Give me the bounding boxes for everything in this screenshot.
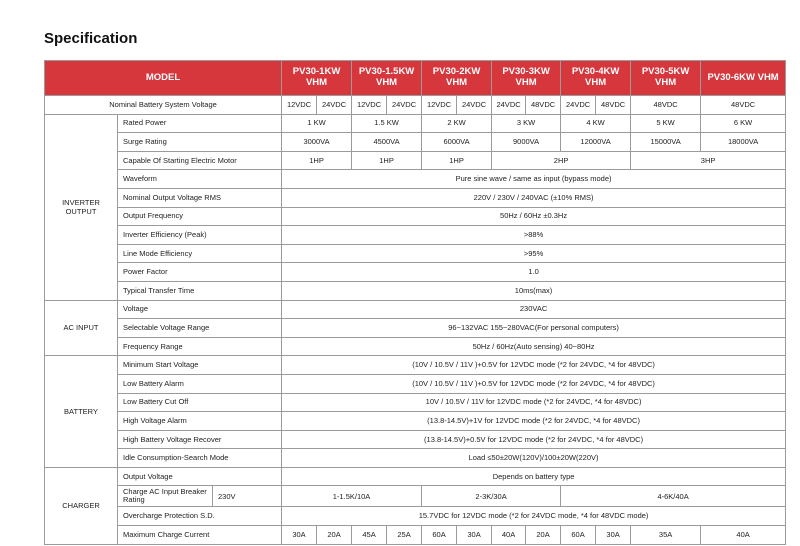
table-cell: 12000VA bbox=[561, 133, 631, 152]
row-label: Idle Consumption-Search Mode bbox=[118, 449, 282, 468]
table-row bbox=[45, 281, 786, 300]
model-header-cell: PV30-2KW VHM bbox=[422, 61, 492, 96]
table-row bbox=[45, 263, 786, 282]
table-cell: 1HP bbox=[282, 151, 352, 170]
table-cell: 230VAC bbox=[282, 300, 786, 319]
table-cell: 3HP bbox=[631, 151, 786, 170]
row-label: Minimum Start Voltage bbox=[118, 356, 282, 375]
table-cell: 60A bbox=[422, 526, 457, 545]
table-cell: 24VDC bbox=[387, 96, 422, 115]
table-cell: 9000VA bbox=[492, 133, 561, 152]
table-cell: 30A bbox=[596, 526, 631, 545]
table-row bbox=[45, 337, 786, 356]
table-cell: (10V / 10.5V / 11V )+0.5V for 12VDC mode (*2 for 24VDC, *4 for 48VDC) bbox=[282, 356, 786, 375]
table-row bbox=[45, 133, 786, 152]
row-label: Nominal Battery System Voltage bbox=[45, 96, 282, 115]
model-header-cell: PV30-3KW VHM bbox=[492, 61, 561, 96]
table-cell: 12VDC bbox=[352, 96, 387, 115]
model-header-cell: PV30-5KW VHM bbox=[631, 61, 701, 96]
table-cell: 10V / 10.5V / 11V for 12VDC mode (*2 for 24VDC, *4 for 48VDC) bbox=[282, 393, 786, 412]
table-cell: (10V / 10.5V / 11V )+0.5V for 12VDC mode (*2 for 24VDC, *4 for 48VDC) bbox=[282, 374, 786, 393]
table-row bbox=[45, 96, 786, 115]
table-row bbox=[45, 300, 786, 319]
table-cell: >95% bbox=[282, 244, 786, 263]
table-cell: 12VDC bbox=[282, 96, 317, 115]
table-cell: Load ≤50±20W(120V)/100±20W(220V) bbox=[282, 449, 786, 468]
table-cell: 35A bbox=[631, 526, 701, 545]
row-label: Output Voltage bbox=[118, 467, 282, 486]
table-cell: 6000VA bbox=[422, 133, 492, 152]
table-cell: 1.0 bbox=[282, 263, 786, 282]
table-row bbox=[45, 356, 786, 375]
table-cell: (13.8-14.5V)+1V for 12VDC mode (*2 for 24VDC, *4 for 48VDC) bbox=[282, 412, 786, 431]
table-cell: 50Hz / 60Hz(Auto sensing) 40~80Hz bbox=[282, 337, 786, 356]
row-label: Nominal Output Voltage RMS bbox=[118, 188, 282, 207]
table-row bbox=[45, 393, 786, 412]
row-label: High Voltage Alarm bbox=[118, 412, 282, 431]
table-row bbox=[45, 207, 786, 226]
table-cell: 4 KW bbox=[561, 114, 631, 133]
table-cell: 4500VA bbox=[352, 133, 422, 152]
row-label: Overcharge Protection S.D. bbox=[118, 507, 282, 526]
table-cell: >88% bbox=[282, 226, 786, 245]
row-label bbox=[118, 486, 213, 507]
table-cell: 2-3K/30A bbox=[422, 486, 561, 507]
table-cell: 60A bbox=[561, 526, 596, 545]
row-label: Surge Rating bbox=[118, 133, 282, 152]
table-row bbox=[45, 449, 786, 468]
row-label: Capable Of Starting Electric Motor bbox=[118, 151, 282, 170]
table-cell: 3000VA bbox=[282, 133, 352, 152]
table-row bbox=[45, 170, 786, 189]
table-row bbox=[45, 467, 786, 486]
table-cell: 5 KW bbox=[631, 114, 701, 133]
page-title: Specification bbox=[44, 30, 138, 47]
row-label: High Battery Voltage Recover bbox=[118, 430, 282, 449]
row-label: Frequency Range bbox=[118, 337, 282, 356]
table-cell: 96~132VAC 155~280VAC(For personal computers) bbox=[282, 319, 786, 338]
row-label: Power Factor bbox=[118, 263, 282, 282]
table-row bbox=[45, 151, 786, 170]
section-battery: BATTERY bbox=[45, 356, 118, 468]
table-cell: 18000VA bbox=[701, 133, 786, 152]
table-cell: 25A bbox=[387, 526, 422, 545]
table-cell: 15.7VDC for 12VDC mode (*2 for 24VDC mode, *4 for 48VDC mode) bbox=[282, 507, 786, 526]
table-cell: 6 KW bbox=[701, 114, 786, 133]
row-label: Voltage bbox=[118, 300, 282, 319]
table-cell: 24VDC bbox=[492, 96, 526, 115]
table-cell: 20A bbox=[317, 526, 352, 545]
table-cell: 30A bbox=[457, 526, 492, 545]
section-inverter-output: INVERTER OUTPUT bbox=[45, 114, 118, 300]
row-label: Low Battery Alarm bbox=[118, 374, 282, 393]
table-row bbox=[45, 244, 786, 263]
table-row bbox=[45, 374, 786, 393]
section-ac-input: AC INPUT bbox=[45, 300, 118, 356]
table-cell: Pure sine wave / same as input (bypass mode) bbox=[282, 170, 786, 189]
model-header-cell: PV30-4KW VHM bbox=[561, 61, 631, 96]
table-cell: 40A bbox=[701, 526, 786, 545]
table-row bbox=[45, 507, 786, 526]
table-cell: 24VDC bbox=[561, 96, 596, 115]
table-cell: 1HP bbox=[422, 151, 492, 170]
table-cell: (13.8-14.5V)+0.5V for 12VDC mode (*2 for 24VDC, *4 for 48VDC) bbox=[282, 430, 786, 449]
table-cell: 48VDC bbox=[631, 96, 701, 115]
row-label: Selectable Voltage Range bbox=[118, 319, 282, 338]
table-cell: 45A bbox=[352, 526, 387, 545]
table-cell: 20A bbox=[526, 526, 561, 545]
table-cell: 4-6K/40A bbox=[561, 486, 786, 507]
table-row bbox=[45, 412, 786, 431]
table-row bbox=[45, 114, 786, 133]
table-cell: 1-1.5K/10A bbox=[282, 486, 422, 507]
table-cell: 12VDC bbox=[422, 96, 457, 115]
row-label-text: Charge AC Input Breaker Rating bbox=[123, 487, 207, 505]
row-label: Output Frequency bbox=[118, 207, 282, 226]
row-label: Rated Power bbox=[118, 114, 282, 133]
section-charger: CHARGER bbox=[45, 467, 118, 544]
table-row bbox=[45, 526, 786, 545]
table-cell: 24VDC bbox=[317, 96, 352, 115]
table-cell: 24VDC bbox=[457, 96, 492, 115]
row-label: Maximum Charge Current bbox=[118, 526, 282, 545]
model-header-cell: PV30-1.5KW VHM bbox=[352, 61, 422, 96]
specification-table bbox=[44, 60, 786, 545]
table-cell: 230V bbox=[213, 486, 282, 507]
table-row bbox=[45, 430, 786, 449]
table-cell: 1 KW bbox=[282, 114, 352, 133]
table-cell: 3 KW bbox=[492, 114, 561, 133]
row-label: Low Battery Cut Off bbox=[118, 393, 282, 412]
table-cell: 50Hz / 60Hz ±0.3Hz bbox=[282, 207, 786, 226]
table-cell: 15000VA bbox=[631, 133, 701, 152]
row-label: Waveform bbox=[118, 170, 282, 189]
table-cell: 30A bbox=[282, 526, 317, 545]
table-cell: 10ms(max) bbox=[282, 281, 786, 300]
model-header: MODEL bbox=[45, 61, 282, 96]
table-row bbox=[45, 319, 786, 338]
table-row bbox=[45, 486, 786, 507]
table-header-row bbox=[45, 61, 786, 96]
table-cell: 48VDC bbox=[526, 96, 561, 115]
table-cell: 220V / 230V / 240VAC (±10% RMS) bbox=[282, 188, 786, 207]
table-cell: 40A bbox=[492, 526, 526, 545]
row-label: Inverter Efficiency (Peak) bbox=[118, 226, 282, 245]
table-cell: 1HP bbox=[352, 151, 422, 170]
table-row bbox=[45, 188, 786, 207]
row-label: Typical Transfer Time bbox=[118, 281, 282, 300]
model-header-cell: PV30-6KW VHM bbox=[701, 61, 786, 96]
table-cell: Depends on battery type bbox=[282, 467, 786, 486]
table-cell: 2HP bbox=[492, 151, 631, 170]
table-row bbox=[45, 226, 786, 245]
table-cell: 1.5 KW bbox=[352, 114, 422, 133]
table-cell: 48VDC bbox=[596, 96, 631, 115]
table-cell: 48VDC bbox=[701, 96, 786, 115]
model-header-cell: PV30-1KW VHM bbox=[282, 61, 352, 96]
table-cell: 2 KW bbox=[422, 114, 492, 133]
row-label: Line Mode Efficiency bbox=[118, 244, 282, 263]
